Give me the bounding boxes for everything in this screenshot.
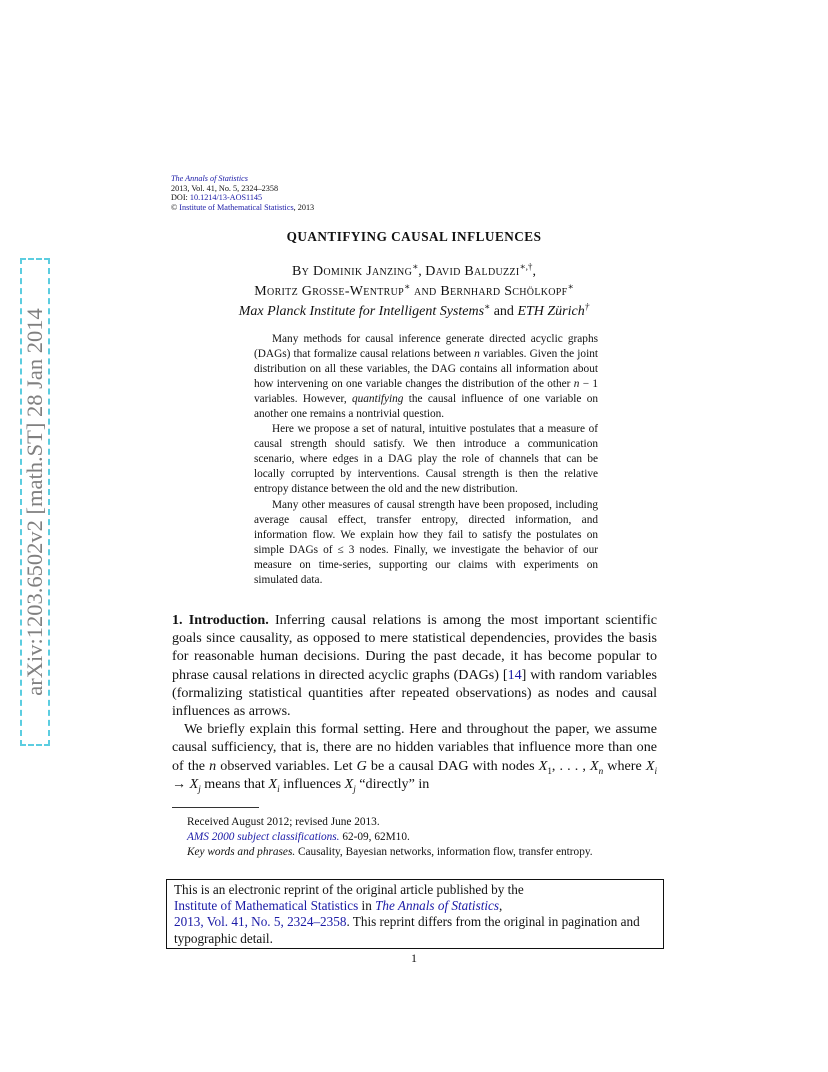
reprint-notice-box — [166, 879, 664, 949]
institution-eth: ETH Zürich — [517, 304, 585, 319]
ams-classification-link[interactable]: AMS 2000 subject classifications. — [187, 830, 340, 843]
affiliation-and: and — [490, 304, 518, 319]
author-janzing: Dominik Janzing — [312, 264, 413, 279]
math-subscript: j — [353, 783, 356, 794]
math-symbol: G — [356, 757, 367, 774]
body-text: “directly” in — [355, 775, 430, 792]
math-symbol: X — [268, 775, 278, 792]
abstract-text: − 1 variables. However, — [254, 378, 598, 406]
author-mark: ∗ — [412, 261, 419, 272]
reprint-publisher-link[interactable]: Institute of Mathematical Statistics — [174, 898, 359, 914]
arrow-symbol: → — [172, 775, 190, 792]
author-schoelkopf: Bernhard Schölkopf — [440, 284, 568, 299]
arxiv-identifier: arXiv:1203.6502v2 [math.ST] 28 Jan 2014 — [22, 308, 47, 696]
author-separator: , — [532, 264, 536, 279]
math-subscript: i — [654, 765, 657, 776]
footnote-divider — [172, 807, 259, 808]
journal-doi-line — [171, 193, 314, 203]
body-text: means that — [200, 775, 269, 792]
body-text: ] with random variables (formalizing statistical quantities after repeated observations) as nodes and causal influences as arrows. — [172, 666, 657, 720]
abstract-text: variables. Given the joint distribution on all these variables, the DAG contains all information about how intervening on one variable changes the distribution of the other — [254, 348, 598, 391]
abstract-text: the causal influence of one variable on another one remains a nontrivial question. — [254, 393, 598, 421]
author-mark: ∗,† — [519, 261, 533, 272]
by-label: By — [292, 264, 313, 279]
ams-classification — [172, 830, 657, 845]
publisher-link[interactable]: Institute of Mathematical Statistics — [179, 202, 294, 212]
math-symbol: X — [538, 757, 548, 774]
math-symbol: X — [590, 757, 599, 774]
copyright-symbol: © — [171, 202, 178, 212]
reprint-text: , — [499, 898, 503, 914]
body-text: be a causal DAG with nodes — [366, 757, 539, 774]
author-separator: , — [418, 264, 426, 279]
body-text: , . . . , — [551, 757, 591, 774]
author-grosse-wentrup: Moritz Grosse-Wentrup — [254, 284, 404, 299]
page-number: 1 — [411, 951, 417, 965]
math-symbol: n — [474, 348, 480, 361]
keywords — [172, 845, 657, 860]
reprint-text: . This reprint differs from the original in pagination and typographic detail. — [174, 914, 640, 946]
keywords-value: Causality, Bayesian networks, information flow, transfer entropy. — [295, 845, 593, 858]
math-symbol: n — [573, 378, 580, 391]
abstract-paragraph-3: Many other measures of causal strength have been proposed, including average causal effect, transfer entropy, directed information, and information flow. We explain how they fail to satisfy the postulates on simple DAGs of ≤ 3 nodes. Finally, we investigate the behavior of our measure on time-series, supporting our claims with experiments on simulated data. — [254, 498, 598, 586]
introduction-section — [172, 611, 657, 793]
author-list — [0, 262, 828, 302]
emphasis-text: quantifying — [351, 393, 404, 406]
affiliation-mark: † — [584, 301, 590, 312]
body-text: observed variables. Let — [216, 757, 357, 774]
reprint-journal-link[interactable]: The Annals of Statistics — [375, 898, 500, 914]
citation-link[interactable]: 14 — [507, 666, 522, 683]
doi-prefix: DOI: — [171, 193, 190, 203]
math-subscript: j — [198, 783, 201, 794]
author-mark: ∗ — [403, 281, 411, 292]
section-heading: 1. Introduction. — [172, 612, 269, 628]
institution-mpi: Max Planck Institute for Intelligent Systems — [238, 304, 485, 319]
abstract — [254, 332, 598, 588]
doi-link[interactable]: 10.1214/13-AOS1145 — [189, 193, 263, 203]
author-and: and — [410, 284, 441, 299]
abstract-text: Many methods for causal inference generate directed acyclic graphs (DAGs) that formalize causal relations between — [254, 333, 598, 361]
math-subscript: i — [277, 783, 280, 794]
reprint-text: in — [358, 898, 376, 914]
math-symbol: X — [645, 757, 655, 774]
received-note: Received August 2012; revised June 2013. — [187, 816, 380, 828]
journal-volume: 2013, Vol. 41, No. 5, 2324–2358 — [171, 183, 279, 193]
affiliation — [0, 301, 828, 320]
abstract-paragraph-2: Here we propose a set of natural, intuitive postulates that a measure of causal strength should satisfy. We then introduce a communication scenario, where edges in a DAG play the role of channels that can be locally corrupted by interventions. Causal strength is then the relative entropy distance between the old and the new distribution. — [254, 423, 598, 496]
author-line-1 — [0, 262, 828, 282]
math-symbol: X — [189, 775, 199, 792]
journal-name-link[interactable]: The Annals of Statistics — [171, 174, 248, 183]
author-line-2 — [0, 282, 828, 302]
copyright-year: , 2013 — [293, 202, 315, 212]
author-mark: ∗ — [567, 281, 574, 292]
journal-header — [171, 174, 314, 212]
paper-title: QUANTIFYING CAUSAL INFLUENCES — [286, 229, 542, 244]
math-symbol: X — [344, 775, 354, 792]
affiliation-mark: ∗ — [484, 301, 491, 312]
intro-paragraph-2 — [172, 720, 657, 793]
body-text: Inferring causal relations is among the most important scientific goals since causality, as opposed to mere statistical dependencies, provides the basis for reasonable human decisions. During the past decade, it has become popular to phrase causal relations in directed acyclic graphs (DAGs) [ — [172, 612, 657, 683]
reprint-text: This is an electronic reprint of the original article published by the — [174, 882, 524, 897]
journal-copyright — [171, 203, 314, 213]
math-symbol: n — [209, 757, 217, 774]
body-text: influences — [279, 775, 345, 792]
abstract-paragraph-1 — [254, 332, 598, 422]
ams-value: 62-09, 62M10. — [339, 830, 410, 843]
keywords-label: Key words and phrases. — [187, 845, 296, 858]
body-text: where — [603, 757, 646, 774]
footnotes — [172, 815, 657, 859]
math-subscript: 1 — [547, 765, 552, 776]
author-balduzzi: David Balduzzi — [425, 264, 520, 279]
intro-paragraph-1 — [172, 611, 657, 720]
arxiv-side-stamp — [20, 258, 50, 746]
math-subscript: n — [598, 765, 604, 776]
body-text: We briefly explain this formal setting. Here and throughout the paper, we assume causal sufficiency, that is, there are no hidden variables that influence more than one of the — [172, 721, 657, 774]
reprint-volume-link[interactable]: 2013, Vol. 41, No. 5, 2324–2358 — [174, 914, 347, 930]
